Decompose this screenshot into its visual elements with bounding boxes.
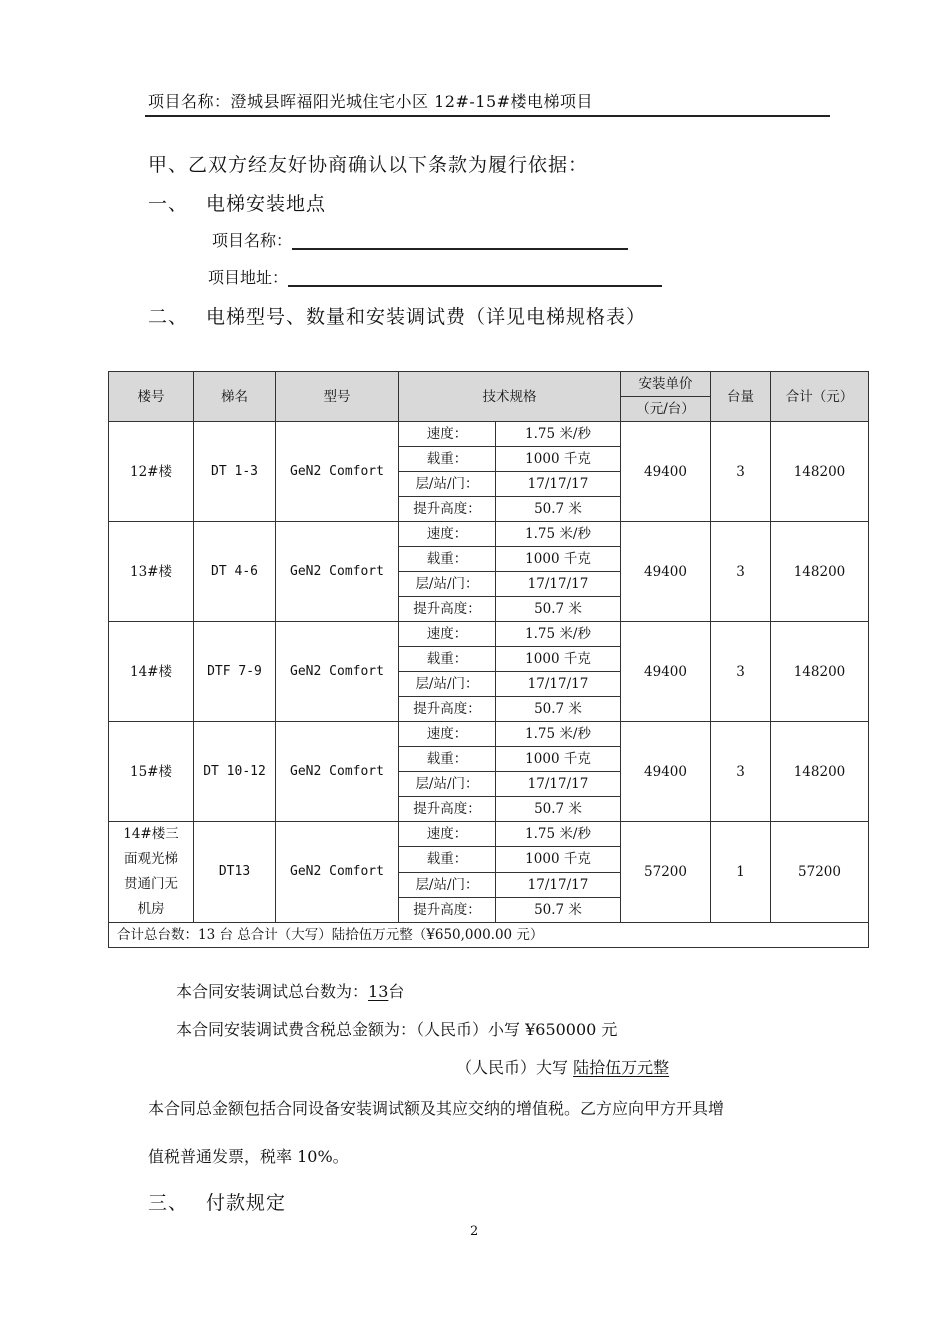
spec-value-floors: 17/17/17: [496, 572, 621, 597]
header-building: 楼号: [109, 372, 194, 422]
spec-label-speed: 速度：: [399, 622, 496, 647]
header-quantity: 台量: [711, 372, 771, 422]
project-name-label: 项目名称：: [212, 231, 293, 250]
cell-model: GeN2 Comfort: [276, 422, 399, 522]
table-row: [109, 722, 869, 747]
cell-model: GeN2 Comfort: [276, 622, 399, 722]
cell-building-line: 机房: [137, 901, 165, 917]
contract-count-value: 13: [368, 982, 389, 1001]
cell-total: 148200: [771, 422, 869, 522]
cell-building-line: 14#楼三: [123, 826, 179, 842]
elevator-spec-table: [108, 371, 869, 948]
section2-title: 电梯型号、数量和安装调试费（详见电梯规格表）: [206, 306, 647, 328]
cell-total: 148200: [771, 522, 869, 622]
spec-label-height: 提升高度：: [399, 797, 496, 822]
contract-count-line: [176, 979, 404, 1002]
cell-model: GeN2 Comfort: [276, 822, 399, 923]
cell-quantity: 3: [711, 422, 771, 522]
spec-label-floors: 层/站/门：: [399, 572, 496, 597]
section3-number: 三、: [148, 1192, 189, 1214]
spec-label-speed: 速度：: [399, 722, 496, 747]
spec-label-load: 载重：: [399, 647, 496, 672]
table-row: [109, 522, 869, 547]
intro-text: 甲、乙双方经友好协商确认以下条款为履行依据：: [148, 154, 589, 176]
spec-value-load: 1000 千克: [496, 447, 621, 472]
spec-value-speed: 1.75 米/秒: [496, 522, 621, 547]
document-header-title: 项目名称：澄城县晖福阳光城住宅小区 12#-15#楼电梯项目: [148, 92, 594, 111]
spec-label-load: 载重：: [399, 547, 496, 572]
spec-value-speed: 1.75 米/秒: [496, 622, 621, 647]
cell-elevator-name: DT 1-3: [194, 422, 276, 522]
spec-value-height: 50.7 米: [496, 497, 621, 522]
spec-label-floors: 层/站/门：: [399, 672, 496, 697]
cell-building-line: 贯通门无: [124, 876, 178, 892]
cell-total: 148200: [771, 622, 869, 722]
spec-value-height: 50.7 米: [496, 697, 621, 722]
spec-value-load: 1000 千克: [496, 847, 621, 872]
cell-unit-price: 49400: [621, 622, 711, 722]
cell-elevator-name: DT 10-12: [194, 722, 276, 822]
contract-amount-big-value: 陆拾伍万元整: [573, 1058, 670, 1077]
cell-quantity: 3: [711, 722, 771, 822]
spec-value-height: 50.7 米: [496, 897, 621, 922]
section2-number: 二、: [148, 306, 189, 328]
cell-total: 148200: [771, 722, 869, 822]
spec-label-height: 提升高度：: [399, 697, 496, 722]
contract-amount-big-prefix: （人民币）大写: [456, 1058, 574, 1077]
spec-value-speed: 1.75 米/秒: [496, 722, 621, 747]
spec-value-speed: 1.75 米/秒: [496, 422, 621, 447]
project-address-label: 项目地址：: [208, 268, 289, 287]
spec-label-height: 提升高度：: [399, 897, 496, 922]
spec-label-load: 载重：: [399, 447, 496, 472]
spec-value-load: 1000 千克: [496, 547, 621, 572]
spec-label-floors: 层/站/门：: [399, 772, 496, 797]
cell-unit-price: 57200: [621, 822, 711, 923]
cell-elevator-name: DT 4-6: [194, 522, 276, 622]
header-total: 合计（元）: [771, 372, 869, 422]
contract-amount-big-line: [456, 1055, 669, 1078]
cell-elevator-name: DTF 7-9: [194, 622, 276, 722]
header-elevator-name: 梯名: [194, 372, 276, 422]
cell-quantity: 3: [711, 622, 771, 722]
cell-building: [109, 822, 194, 923]
spec-label-load: 载重：: [399, 847, 496, 872]
spec-label-height: 提升高度：: [399, 597, 496, 622]
section1-number: 一、: [148, 193, 189, 215]
header-spec: 技术规格: [399, 372, 621, 422]
spec-label-floors: 层/站/门：: [399, 872, 496, 897]
cell-building: 15#楼: [109, 722, 194, 822]
cell-building: 12#楼: [109, 422, 194, 522]
spec-label-height: 提升高度：: [399, 497, 496, 522]
cell-total: 57200: [771, 822, 869, 923]
cell-quantity: 1: [711, 822, 771, 923]
table-row: [109, 622, 869, 647]
spec-value-speed: 1.75 米/秒: [496, 822, 621, 847]
spec-value-height: 50.7 米: [496, 597, 621, 622]
spec-value-load: 1000 千克: [496, 647, 621, 672]
cell-building-line: 面观光梯: [124, 851, 178, 867]
table-summary: 合计总台数：13 台 总合计（大写）陆拾伍万元整（¥650,000.00 元）: [109, 923, 869, 948]
project-address-blank: [288, 269, 662, 287]
project-name-blank: [292, 232, 628, 250]
spec-label-floors: 层/站/门：: [399, 472, 496, 497]
spec-label-load: 载重：: [399, 747, 496, 772]
cell-model: GeN2 Comfort: [276, 722, 399, 822]
cell-building: 14#楼: [109, 622, 194, 722]
project-name-field: [212, 228, 628, 251]
spec-value-height: 50.7 米: [496, 797, 621, 822]
header-rule: [145, 115, 830, 117]
project-address-field: [208, 265, 662, 288]
cell-unit-price: 49400: [621, 722, 711, 822]
contract-tax-line-1: 本合同总金额包括合同设备安装调试额及其应交纳的增值税。乙方应向甲方开具增: [148, 1099, 725, 1118]
spec-label-speed: 速度：: [399, 522, 496, 547]
spec-value-floors: 17/17/17: [496, 872, 621, 897]
cell-unit-price: 49400: [621, 422, 711, 522]
table-row: [109, 422, 869, 447]
table-header-row: [109, 372, 869, 397]
spec-label-speed: 速度：: [399, 422, 496, 447]
cell-quantity: 3: [711, 522, 771, 622]
contract-count-prefix: 本合同安装调试总台数为：: [176, 982, 369, 1001]
contract-count-suffix: 台: [388, 982, 405, 1001]
contract-amount-small: 本合同安装调试费含税总金额为：（人民币）小写 ¥650000 元: [176, 1020, 618, 1039]
contract-tax-line-2: 值税普通发票，税率 10%。: [148, 1147, 349, 1166]
cell-building: 13#楼: [109, 522, 194, 622]
table-summary-row: [109, 923, 869, 948]
cell-elevator-name: DT13: [194, 822, 276, 923]
spec-value-load: 1000 千克: [496, 747, 621, 772]
section1-title: 电梯安装地点: [206, 193, 327, 215]
header-unit-price: 安装单价: [621, 372, 711, 397]
header-model: 型号: [276, 372, 399, 422]
table-row: [109, 822, 869, 847]
spec-value-floors: 17/17/17: [496, 472, 621, 497]
cell-unit-price: 49400: [621, 522, 711, 622]
header-unit-price-unit: （元/台）: [621, 397, 711, 422]
spec-value-floors: 17/17/17: [496, 672, 621, 697]
cell-model: GeN2 Comfort: [276, 522, 399, 622]
spec-label-speed: 速度：: [399, 822, 496, 847]
section3-title: 付款规定: [206, 1192, 287, 1214]
spec-value-floors: 17/17/17: [496, 772, 621, 797]
page-number: 2: [470, 1224, 479, 1239]
